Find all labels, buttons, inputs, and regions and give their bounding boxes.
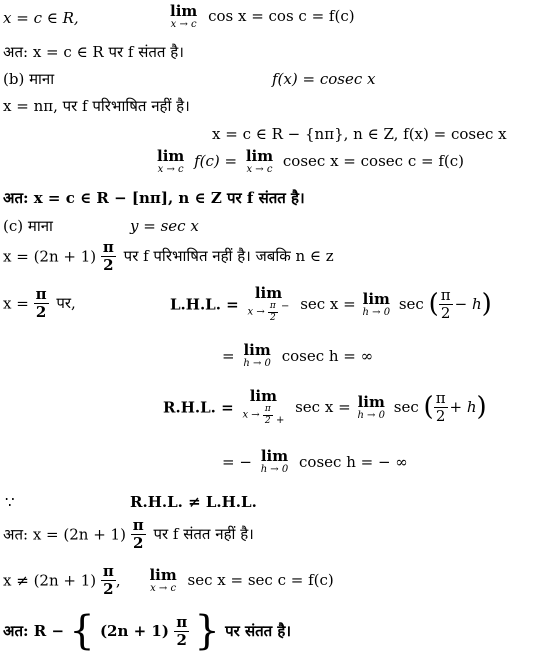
line-5: x = c ∈ R − {nπ}, n ∈ Z, f(x) = cosec x	[212, 125, 507, 143]
l6-lim-2: lim	[245, 147, 274, 165]
line-17	[3, 609, 291, 653]
line-12	[163, 389, 487, 426]
l11-limit	[243, 343, 271, 369]
rhl-label: R.H.L. =	[163, 398, 234, 417]
l16-rhs: sec x = sec c = f(c)	[187, 571, 334, 590]
l12-lim-2-sub: h → 0	[357, 409, 385, 421]
line-1	[3, 10, 79, 27]
l12-sub-fraction	[263, 405, 273, 426]
l15-b: पर f संतत नहीं है।	[153, 525, 254, 544]
l13-lim: lim	[260, 447, 289, 465]
l11-lim-sub: h → 0	[243, 358, 271, 369]
l10-num: π	[35, 285, 47, 303]
l9-fraction	[101, 240, 116, 273]
line-8-eq: y = sec x	[130, 217, 199, 235]
l6-lim-1: lim	[157, 147, 185, 165]
line-8-label: (c) माना	[3, 217, 53, 235]
l12-lim-1-sub	[242, 405, 284, 426]
l12-pden: 2	[435, 407, 446, 425]
l6-limit-2	[246, 149, 273, 175]
l12-sub-num: π	[264, 404, 271, 414]
l12-sub-arrow: x →	[242, 409, 260, 421]
line-2: अत: x = c ∈ R पर f संतत है।	[3, 43, 184, 61]
l15-num: π	[132, 516, 144, 534]
line-11	[222, 343, 373, 369]
l10-limit-2	[362, 289, 391, 318]
l15-den: 2	[133, 534, 144, 552]
l12-limit-2	[357, 392, 385, 421]
l12-lim-2: lim	[357, 392, 385, 411]
l10-limit-1	[248, 286, 290, 323]
l10-pend: − h	[454, 295, 482, 314]
l13-eq: = −	[222, 452, 252, 471]
line-16	[3, 564, 334, 597]
because-symbol: ∵	[5, 493, 15, 511]
l6-lim-1-sub: x → c	[157, 164, 184, 175]
l10-sub-arrow: x →	[247, 306, 265, 318]
l6-limit-1	[157, 149, 184, 175]
l10-lim-1-sub	[248, 302, 290, 323]
l12-lim-1: lim	[249, 387, 278, 405]
l16-lim-sub: x → c	[150, 582, 177, 594]
l10-b: पर,	[56, 294, 76, 313]
l16-fraction	[101, 564, 116, 597]
l10-lim-1: lim	[254, 284, 283, 302]
l13-limit	[261, 449, 289, 475]
line-10-right	[170, 286, 492, 323]
l10-paren-open: (	[428, 289, 439, 320]
l10-den: 2	[35, 303, 47, 321]
line-4: x = nπ, पर f परिभाषित नहीं है।	[3, 97, 190, 115]
l6-rhs: cosec x = cosec c = f(c)	[282, 152, 464, 170]
l11-eq: =	[222, 346, 235, 365]
line-1-limit	[170, 4, 355, 30]
l10-fraction	[34, 287, 49, 320]
line-15	[3, 518, 254, 551]
l10-a: x =	[3, 294, 29, 313]
l12-paren-close: )	[476, 392, 487, 423]
l12-mid: sec x =	[295, 398, 351, 417]
l10-lim-2-sub: h → 0	[362, 306, 391, 318]
l9-den: 2	[103, 256, 114, 274]
l12-pend: + h	[449, 398, 477, 417]
line-7: अत: x = c ∈ R − [nπ], n ∈ Z पर f संतत है।	[3, 189, 305, 207]
line-3-label: (b) माना	[3, 70, 55, 88]
l16-den: 2	[103, 580, 114, 598]
l1-lhs: x = c ∈ R,	[3, 9, 79, 27]
l10-sub-fraction	[268, 302, 278, 323]
l17-b: पर संतत है।	[225, 621, 292, 640]
l17-brace-close: }	[194, 608, 220, 654]
l12-limit-1	[242, 389, 284, 426]
l10-pnum: π	[440, 286, 451, 304]
l15-fraction	[131, 518, 146, 551]
l6-lim-2-sub: x → c	[246, 164, 273, 175]
l9-b: पर f परिभाषित नहीं है। जबकि n ∈ z	[123, 247, 334, 266]
line-13	[222, 449, 408, 475]
l10-paren-close: )	[481, 289, 492, 320]
l12-pnum: π	[435, 389, 446, 407]
l12-sub-sign: +	[275, 415, 285, 426]
l10-sec: sec	[398, 295, 424, 314]
l17-brace-open: {	[69, 608, 95, 654]
l11-lim: lim	[243, 341, 271, 359]
lhl-label: L.H.L. =	[170, 295, 239, 314]
l17-den: 2	[176, 630, 187, 649]
l16-a: x ≠ (2n + 1)	[3, 571, 97, 590]
l10-sub-den: 2	[270, 313, 276, 323]
l1-lim-sub: x → c	[170, 19, 197, 30]
line-10-left	[3, 287, 76, 320]
line-9	[3, 240, 334, 273]
l9-num: π	[102, 238, 114, 256]
line-6	[157, 149, 464, 175]
l10-lim-2: lim	[362, 289, 390, 308]
l16-comma: ,	[115, 571, 121, 590]
l12-paren-fraction	[434, 391, 448, 424]
l12-sub-den: 2	[264, 416, 271, 426]
l16-num: π	[102, 562, 114, 580]
l9-a: x = (2n + 1)	[3, 247, 97, 266]
l13-lim-sub: h → 0	[260, 464, 289, 475]
l16-lim: lim	[149, 565, 177, 584]
l10-sub-num: π	[269, 301, 276, 311]
l1-lim: lim	[170, 2, 198, 20]
l16-limit	[149, 565, 177, 594]
l10-pden: 2	[440, 304, 451, 322]
l10-sub-sign: −	[281, 301, 290, 312]
l1-limit	[170, 4, 197, 30]
line-3-eq: f(x) = cosec x	[272, 70, 376, 88]
l1-rhs: cos x = cos c = f(c)	[208, 7, 355, 25]
l12-paren-open: (	[423, 392, 434, 423]
l15-a: अत: x = (2n + 1)	[3, 525, 126, 544]
l17-fraction	[174, 612, 189, 649]
l17-a: अत: R −	[3, 621, 65, 640]
l17-inner: (2n + 1)	[99, 621, 169, 640]
l10-mid: sec x =	[300, 295, 356, 314]
l10-paren-fraction	[439, 288, 453, 321]
l13-rhs: cosec h = − ∞	[299, 452, 408, 471]
l12-sec: sec	[393, 398, 419, 417]
line-14: R.H.L. ≠ L.H.L.	[130, 493, 257, 511]
l17-num: π	[176, 612, 188, 631]
l11-rhs: cosec h = ∞	[281, 346, 374, 365]
l6-mid: f(c) =	[194, 152, 238, 170]
